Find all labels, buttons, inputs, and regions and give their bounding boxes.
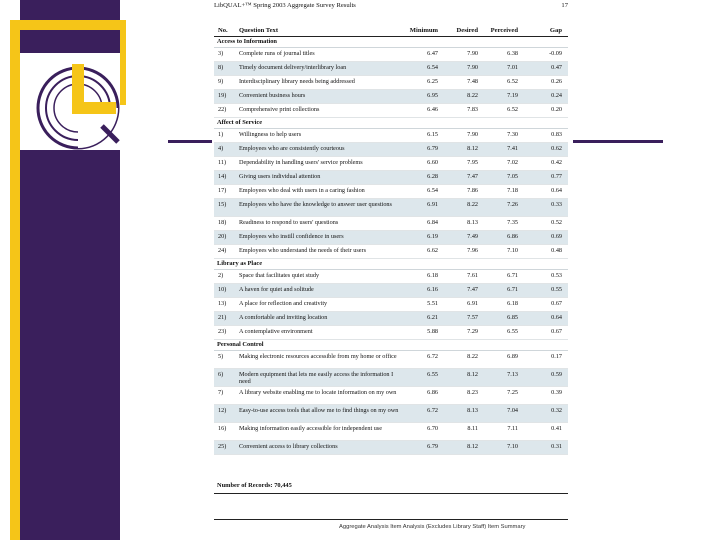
question-number: 22) (218, 106, 227, 113)
question-number: 25) (218, 443, 227, 450)
minimum-score: 6.72 (427, 407, 438, 414)
minimum-score: 6.95 (427, 92, 438, 99)
perceived-score: 6.52 (507, 78, 518, 85)
desired-score: 7.95 (467, 159, 478, 166)
desired-score: 7.49 (467, 233, 478, 240)
section-heading: Access to Information (214, 37, 568, 48)
gap-score: 0.20 (551, 106, 562, 113)
gap-score: 0.42 (551, 159, 562, 166)
question-text: Interdisciplinary library needs being addressed (239, 78, 355, 85)
header-gap: Gap (549, 27, 562, 34)
minimum-score: 5.51 (427, 300, 438, 307)
desired-score: 7.29 (467, 328, 478, 335)
question-text: Giving users individual attention (239, 173, 321, 180)
table-row (214, 312, 568, 326)
question-number: 6) (218, 371, 224, 378)
perceived-score: 7.18 (507, 187, 518, 194)
perceived-score: 6.18 (507, 300, 518, 307)
desired-score: 7.90 (467, 64, 478, 71)
gap-score: 0.83 (551, 131, 562, 138)
question-number: 24) (218, 247, 227, 254)
question-number: 9) (218, 78, 224, 85)
table-row (214, 326, 568, 340)
perceived-score: 7.05 (507, 173, 518, 180)
table-row (214, 405, 568, 423)
perceived-score: 6.38 (507, 50, 518, 57)
desired-score: 6.91 (467, 300, 478, 307)
perceived-score: 7.01 (507, 64, 518, 71)
header-perceived: Perceived (490, 27, 518, 34)
question-number: 7) (218, 389, 224, 396)
purple-rule-right (573, 140, 663, 143)
gap-score: 0.67 (551, 300, 562, 307)
table-row (214, 387, 568, 405)
perceived-score: 7.30 (507, 131, 518, 138)
question-text: Employees who deal with users in a caring fashion (239, 187, 365, 194)
table-row (214, 76, 568, 90)
desired-score: 7.48 (467, 78, 478, 85)
table-row (214, 369, 568, 387)
gap-score: 0.26 (551, 78, 562, 85)
purple-rule-left (168, 140, 212, 143)
minimum-score: 5.88 (427, 328, 438, 335)
question-text: Complete runs of journal titles (239, 50, 315, 57)
perceived-score: 7.41 (507, 145, 518, 152)
question-text: Space that facilitates quiet study (239, 272, 320, 279)
divider (214, 493, 568, 494)
table-row (214, 199, 568, 217)
survey-results-page (214, 0, 572, 540)
perceived-score: 6.52 (507, 106, 518, 113)
yellow-accent-left (10, 20, 20, 540)
perceived-score: 6.71 (507, 286, 518, 293)
minimum-score: 6.55 (427, 371, 438, 378)
clock-logo-icon (26, 56, 126, 156)
perceived-score: 7.25 (507, 389, 518, 396)
perceived-score: 7.02 (507, 159, 518, 166)
question-number: 3) (218, 50, 224, 57)
table-row (214, 129, 568, 143)
yellow-accent-top (10, 20, 120, 30)
section-heading: Library as Place (214, 259, 568, 270)
question-text: Timely document delivery/interlibrary loan (239, 64, 347, 71)
question-number: 23) (218, 328, 227, 335)
perceived-score: 6.85 (507, 314, 518, 321)
minimum-score: 6.70 (427, 425, 438, 432)
minimum-score: 6.16 (427, 286, 438, 293)
column-headers (214, 27, 568, 37)
section-heading: Affect of Service (214, 118, 568, 129)
desired-score: 7.57 (467, 314, 478, 321)
gap-score: 0.39 (551, 389, 562, 396)
gap-score: 0.64 (551, 187, 562, 194)
question-number: 10) (218, 286, 227, 293)
question-text: A comfortable and inviting location (239, 314, 328, 321)
question-text: Employees who understand the needs of their users (239, 247, 366, 254)
question-text: Readiness to respond to users' questions (239, 219, 339, 226)
divider (214, 519, 568, 520)
question-text: Making information easily accessible for independent use (239, 425, 382, 432)
document-header (214, 2, 568, 12)
desired-score: 7.90 (467, 50, 478, 57)
table-row (214, 217, 568, 231)
purple-band-left (20, 150, 120, 540)
minimum-score: 6.19 (427, 233, 438, 240)
gap-score: -0.09 (549, 50, 562, 57)
question-text: Convenient business hours (239, 92, 306, 99)
perceived-score: 6.89 (507, 353, 518, 360)
question-text: Making electronic resources accessible from my home or office (239, 353, 397, 360)
minimum-score: 6.62 (427, 247, 438, 254)
minimum-score: 6.25 (427, 78, 438, 85)
question-number: 15) (218, 201, 227, 208)
header-minimum: Minimum (409, 27, 438, 34)
question-number: 21) (218, 314, 227, 321)
minimum-score: 6.54 (427, 64, 438, 71)
desired-score: 8.13 (467, 407, 478, 414)
question-number: 11) (218, 159, 227, 166)
minimum-score: 6.84 (427, 219, 438, 226)
perceived-score: 7.11 (507, 425, 518, 432)
gap-score: 0.17 (551, 353, 562, 360)
gap-score: 0.59 (551, 371, 562, 378)
results-table (214, 37, 568, 455)
desired-score: 7.86 (467, 187, 478, 194)
question-number: 13) (218, 300, 227, 307)
question-number: 20) (218, 233, 227, 240)
desired-score: 8.11 (467, 425, 478, 432)
question-text: Comprehensive print collections (239, 106, 320, 113)
question-number: 18) (218, 219, 227, 226)
perceived-score: 7.10 (507, 247, 518, 254)
gap-score: 0.77 (551, 173, 562, 180)
desired-score: 8.22 (467, 201, 478, 208)
gap-score: 0.62 (551, 145, 562, 152)
desired-score: 7.90 (467, 131, 478, 138)
table-row (214, 231, 568, 245)
page-number: 17 (561, 2, 568, 9)
table-row (214, 62, 568, 76)
desired-score: 7.96 (467, 247, 478, 254)
question-number: 5) (218, 353, 224, 360)
table-row (214, 185, 568, 199)
table-row (214, 143, 568, 157)
table-row (214, 284, 568, 298)
perceived-score: 7.04 (507, 407, 518, 414)
table-row (214, 90, 568, 104)
gap-score: 0.67 (551, 328, 562, 335)
minimum-score: 6.46 (427, 106, 438, 113)
question-text: A contemplative environment (239, 328, 313, 335)
perceived-score: 7.35 (507, 219, 518, 226)
gap-score: 0.55 (551, 286, 562, 293)
minimum-score: 6.21 (427, 314, 438, 321)
gap-score: 0.48 (551, 247, 562, 254)
desired-score: 7.47 (467, 286, 478, 293)
minimum-score: 6.54 (427, 187, 438, 194)
gap-score: 0.31 (551, 443, 562, 450)
perceived-score: 6.86 (507, 233, 518, 240)
minimum-score: 6.79 (427, 443, 438, 450)
desired-score: 7.61 (467, 272, 478, 279)
question-number: 1) (218, 131, 224, 138)
question-number: 16) (218, 425, 227, 432)
gap-score: 0.24 (551, 92, 562, 99)
table-row (214, 441, 568, 455)
minimum-score: 6.60 (427, 159, 438, 166)
desired-score: 8.12 (467, 443, 478, 450)
question-number: 8) (218, 64, 224, 71)
perceived-score: 6.55 (507, 328, 518, 335)
gap-score: 0.32 (551, 407, 562, 414)
perceived-score: 7.13 (507, 371, 518, 378)
question-text: Convenient access to library collections (239, 443, 338, 450)
table-row (214, 171, 568, 185)
gap-score: 0.33 (551, 201, 562, 208)
question-number: 2) (218, 272, 224, 279)
header-desired: Desired (456, 27, 478, 34)
minimum-score: 6.15 (427, 131, 438, 138)
table-row (214, 48, 568, 62)
perceived-score: 6.71 (507, 272, 518, 279)
table-row (214, 245, 568, 259)
question-number: 4) (218, 145, 224, 152)
table-row (214, 351, 568, 369)
table-row (214, 298, 568, 312)
minimum-score: 6.18 (427, 272, 438, 279)
minimum-score: 6.72 (427, 353, 438, 360)
minimum-score: 6.28 (427, 173, 438, 180)
table-row (214, 270, 568, 284)
desired-score: 8.23 (467, 389, 478, 396)
footer-text: Aggregate Analysis Item Analysis (Excludes Library Staff) Item Summary (339, 524, 526, 530)
table-row (214, 423, 568, 441)
question-number: 14) (218, 173, 227, 180)
document-title: LibQUAL+™ Spring 2003 Aggregate Survey Results (214, 2, 356, 9)
question-text: Employees who have the knowledge to answer user questions (239, 201, 392, 208)
desired-score: 8.12 (467, 371, 478, 378)
gap-score: 0.41 (551, 425, 562, 432)
desired-score: 7.47 (467, 173, 478, 180)
question-text: Employees who are consistently courteous (239, 145, 345, 152)
gap-score: 0.69 (551, 233, 562, 240)
perceived-score: 7.10 (507, 443, 518, 450)
gap-score: 0.47 (551, 64, 562, 71)
minimum-score: 6.47 (427, 50, 438, 57)
question-number: 12) (218, 407, 227, 414)
question-text: A haven for quiet and solitude (239, 286, 314, 293)
perceived-score: 7.26 (507, 201, 518, 208)
gap-score: 0.53 (551, 272, 562, 279)
question-number: 19) (218, 92, 227, 99)
header-question: Question Text (239, 27, 279, 34)
perceived-score: 7.19 (507, 92, 518, 99)
desired-score: 8.12 (467, 145, 478, 152)
minimum-score: 6.86 (427, 389, 438, 396)
desired-score: 8.13 (467, 219, 478, 226)
table-row (214, 157, 568, 171)
minimum-score: 6.91 (427, 201, 438, 208)
desired-score: 7.83 (467, 106, 478, 113)
desired-score: 8.22 (467, 92, 478, 99)
question-text: A place for reflection and creativity (239, 300, 328, 307)
question-text: Modern equipment that lets me easily access the information I need (239, 371, 394, 385)
minimum-score: 6.79 (427, 145, 438, 152)
table-row (214, 104, 568, 118)
gap-score: 0.64 (551, 314, 562, 321)
question-text: Willingness to help users (239, 131, 302, 138)
gap-score: 0.52 (551, 219, 562, 226)
question-text: Easy-to-use access tools that allow me to find things on my own (239, 407, 399, 414)
header-no: No. (218, 27, 228, 34)
section-heading: Personal Control (214, 340, 568, 351)
question-number: 17) (218, 187, 227, 194)
question-text: Employees who instill confidence in users (239, 233, 344, 240)
records-count: Number of Records: 70,445 (217, 482, 292, 489)
desired-score: 8.22 (467, 353, 478, 360)
question-text: Dependability in handling users' service problems (239, 159, 363, 166)
question-text: A library website enabling me to locate information on my own (239, 389, 397, 396)
